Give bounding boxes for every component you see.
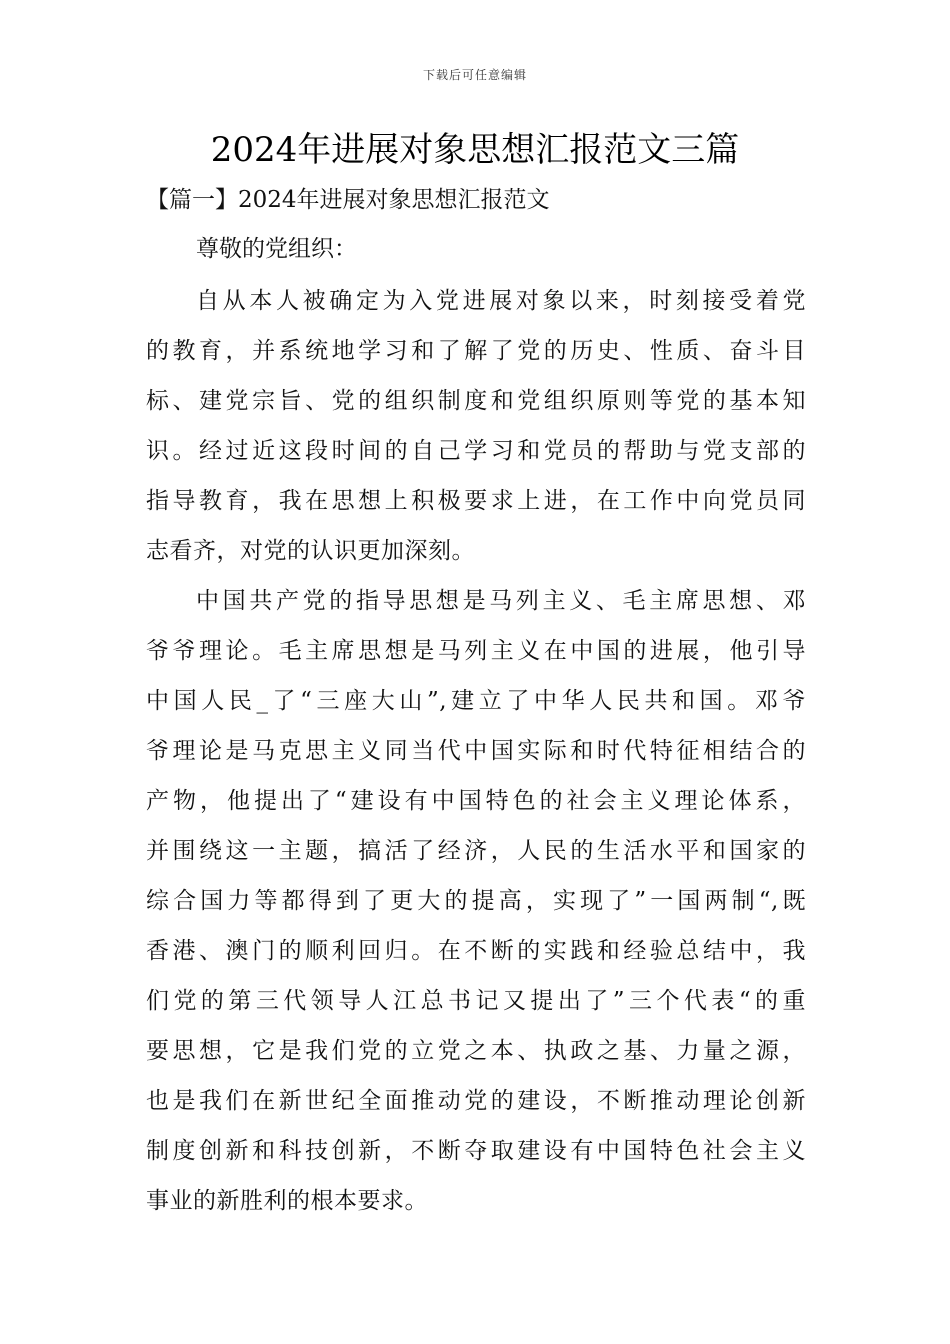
paragraph-line: 制度创新和科技创新，不断夺取建设有中国特色社会主义 (146, 1138, 806, 1164)
paragraph-line: 志看齐，对党的认识更加深刻。 (146, 538, 475, 564)
paragraph-line: 也是我们在新世纪全面推动党的建设，不断推动理论创新 (146, 1088, 806, 1114)
paragraph-line: 香港、澳门的顺利回归。在不断的实践和经验总结中，我 (146, 938, 806, 964)
paragraph-line: 们党的第三代领导人江总书记又提出了”三个代表“的重 (146, 988, 806, 1014)
paragraph-line: 综合国力等都得到了更大的提高，实现了”一国两制“,既 (146, 888, 806, 914)
section-heading: 【篇一】2024年进展对象思想汇报范文 (146, 187, 550, 213)
paragraph-line: 自从本人被确定为入党进展对象以来，时刻接受着党 (196, 288, 806, 314)
paragraph-line: 事业的新胜利的根本要求。 (146, 1188, 428, 1214)
paragraph-line: 并围绕这一主题，搞活了经济，人民的生活水平和国家的 (146, 838, 806, 864)
paragraph-line: 指导教育，我在思想上积极要求上进，在工作中向党员同 (146, 488, 806, 514)
paragraph-line: 中国共产党的指导思想是马列主义、毛主席思想、邓 (196, 588, 806, 614)
page-header-note: 下载后可任意编辑 (422, 68, 527, 82)
paragraph-line: 爷爷理论。毛主席思想是马列主义在中国的进展，他引导 (146, 638, 806, 664)
paragraph-line: 标、建党宗旨、党的组织制度和党组织原则等党的基本知 (146, 388, 806, 414)
paragraph-line: 要思想，它是我们党的立党之本、执政之基、力量之源， (146, 1038, 806, 1064)
paragraph-line: 中国人民_了“三座大山”,建立了中华人民共和国。邓爷 (146, 688, 806, 714)
body-paragraph (146, 276, 806, 576)
salutation: 尊敬的党组织： (196, 236, 357, 262)
paragraph-line: 爷理论是马克思主义同当代中国实际和时代特征相结合的 (146, 738, 806, 764)
body-paragraph (146, 576, 806, 1226)
paragraph-line: 的教育，并系统地学习和了解了党的历史、性质、奋斗目 (146, 338, 806, 364)
document-title: 2024年进展对象思想汇报范文三篇 (210, 130, 740, 170)
paragraph-line: 识。经过近这段时间的自己学习和党员的帮助与党支部的 (146, 438, 806, 464)
paragraph-line: 产物，他提出了“建设有中国特色的社会主义理论体系， (146, 788, 806, 814)
